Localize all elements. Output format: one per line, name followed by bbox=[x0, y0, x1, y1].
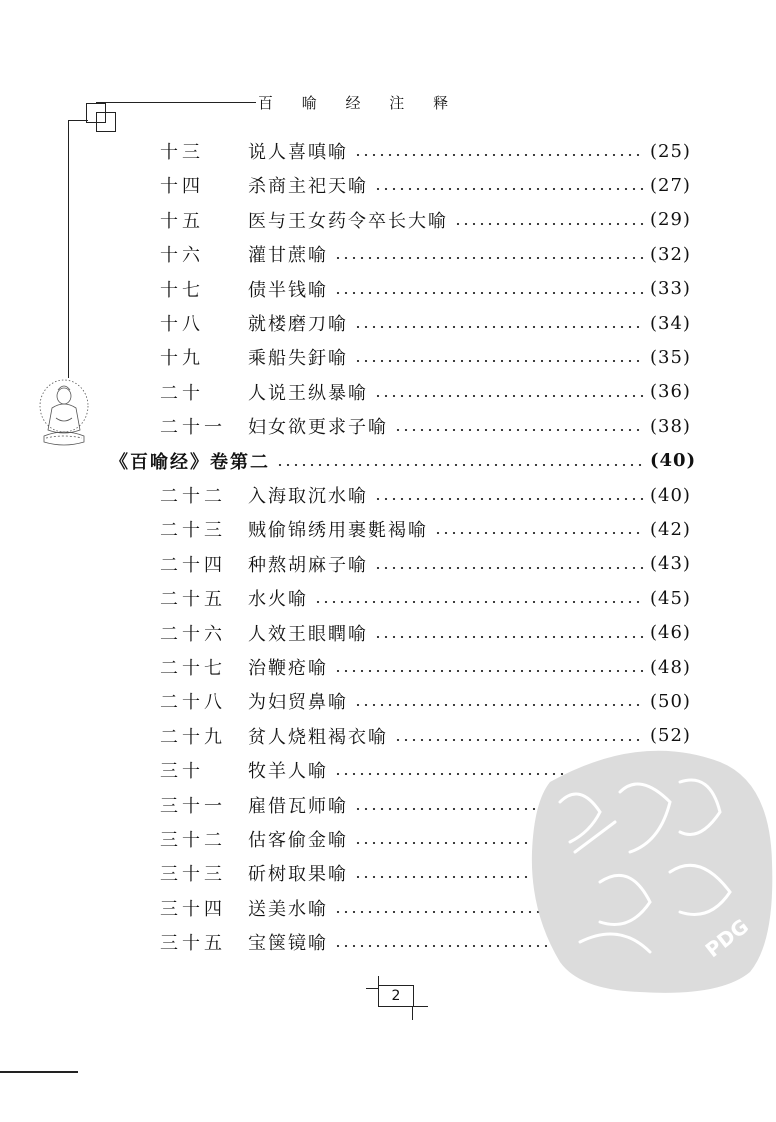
toc-dot-leader bbox=[334, 257, 644, 259]
toc-dot-leader bbox=[354, 360, 644, 362]
toc-entry-number: 二十三 bbox=[160, 520, 226, 542]
toc-dot-leader bbox=[374, 188, 644, 190]
toc-page-number: (29) bbox=[650, 209, 691, 231]
header-corner-box-outer bbox=[96, 112, 116, 132]
toc-entry-number: 二十八 bbox=[160, 692, 226, 714]
toc-entry-title: 种熬胡麻子喻 bbox=[248, 554, 368, 576]
toc-entry-number: 十三 bbox=[160, 142, 204, 163]
pdg-watermark-text: PDG bbox=[700, 913, 754, 963]
toc-entry-number: 三十一 bbox=[160, 795, 226, 817]
toc-page-number: (27) bbox=[650, 174, 691, 196]
toc-entry-number: 十九 bbox=[160, 348, 204, 370]
toc-page-number: (36) bbox=[650, 381, 691, 403]
toc-dot-leader bbox=[334, 292, 644, 294]
toc-entry-number: 二十四 bbox=[160, 554, 226, 576]
buddha-figure-illustration bbox=[36, 378, 92, 450]
toc-entry bbox=[160, 685, 700, 717]
toc-dot-leader bbox=[276, 464, 644, 466]
toc-entry-number: 十七 bbox=[160, 279, 204, 301]
toc-page-number: (38) bbox=[650, 415, 691, 437]
toc-dot-leader bbox=[374, 395, 644, 397]
toc-entry bbox=[160, 651, 700, 683]
toc-page-number: (32) bbox=[650, 243, 691, 265]
toc-entry-number: 十八 bbox=[160, 314, 204, 335]
toc-volume-heading bbox=[110, 445, 700, 477]
toc-entry-title: 就楼磨刀喻 bbox=[248, 314, 348, 335]
toc-dot-leader bbox=[434, 532, 644, 534]
toc-entry-title: 斫树取果喻 bbox=[248, 864, 348, 886]
toc-entry-number: 三十五 bbox=[160, 933, 226, 955]
toc-entry-number: 十六 bbox=[160, 245, 204, 267]
toc-entry-title: 说人喜嗔喻 bbox=[248, 142, 348, 163]
toc-entry-number: 二十一 bbox=[160, 417, 226, 439]
left-margin-rule bbox=[68, 120, 69, 378]
toc-entry bbox=[160, 204, 700, 236]
toc-entry bbox=[160, 273, 700, 305]
header-left-bracket-top bbox=[68, 120, 88, 121]
toc-entry-title: 治鞭疮喻 bbox=[248, 658, 328, 679]
toc-entry-title: 贼偷锦绣用裹氀褐喻 bbox=[248, 520, 428, 542]
toc-dot-leader bbox=[374, 636, 644, 638]
toc-page-number: (42) bbox=[650, 518, 691, 540]
toc-entry bbox=[160, 513, 700, 545]
toc-dot-leader bbox=[394, 429, 644, 431]
footer-rule bbox=[0, 1071, 78, 1073]
toc-page-number: (34) bbox=[650, 312, 691, 334]
toc-page-number: (52) bbox=[650, 725, 691, 747]
toc-dot-leader bbox=[394, 739, 644, 741]
toc-entry bbox=[160, 617, 700, 649]
toc-entry-number: 二十七 bbox=[160, 658, 226, 679]
toc-entry-number: 三十三 bbox=[160, 864, 226, 886]
toc-dot-leader bbox=[314, 601, 644, 603]
pdg-watermark bbox=[520, 742, 775, 1002]
toc-entry-number: 十四 bbox=[160, 176, 204, 198]
page-number-rule-right-vert bbox=[412, 1006, 413, 1020]
toc-entry bbox=[160, 376, 700, 408]
toc-entry-title: 牧羊人喻 bbox=[248, 761, 328, 783]
toc-entry-number: 二十 bbox=[160, 382, 204, 404]
toc-page-number: (25) bbox=[650, 140, 691, 162]
toc-dot-leader bbox=[374, 567, 644, 569]
page-number-rule-left bbox=[366, 988, 378, 989]
toc-entry-number: 二十二 bbox=[160, 486, 226, 507]
page-number: 2 bbox=[378, 985, 414, 1007]
toc-entry-title: 为妇贸鼻喻 bbox=[248, 692, 348, 714]
toc-entry-title: 乘船失釪喻 bbox=[248, 348, 348, 370]
toc-page-number: (48) bbox=[650, 656, 691, 678]
toc-page-number: (46) bbox=[650, 622, 691, 644]
toc-page-number: (45) bbox=[650, 587, 691, 609]
toc-entry bbox=[160, 238, 700, 270]
toc-entry bbox=[160, 410, 700, 442]
toc-entry-title: 杀商主祀天喻 bbox=[248, 176, 368, 198]
toc-page-number: (40) bbox=[650, 484, 691, 506]
toc-entry-number: 十五 bbox=[160, 210, 204, 232]
toc-entry-number: 二十六 bbox=[160, 623, 226, 645]
toc-page-number: (50) bbox=[650, 690, 691, 712]
toc-page-number: (43) bbox=[650, 553, 691, 575]
toc-entry-title: 灌甘蔗喻 bbox=[248, 245, 328, 267]
header-rule bbox=[96, 102, 256, 103]
toc-entry bbox=[160, 341, 700, 373]
toc-entry-title: 估客偷金喻 bbox=[248, 830, 348, 851]
toc-entry bbox=[160, 169, 700, 201]
toc-volume-title: 《百喻经》卷第二 bbox=[110, 451, 270, 473]
toc-entry-number: 三十 bbox=[160, 761, 204, 783]
toc-entry bbox=[160, 307, 700, 339]
toc-page-number: (33) bbox=[650, 278, 691, 300]
toc-page-number: (40) bbox=[650, 450, 697, 472]
toc-entry-title: 雇借瓦师喻 bbox=[248, 795, 348, 817]
toc-entry-number: 三十四 bbox=[160, 898, 226, 920]
toc-dot-leader bbox=[354, 704, 644, 706]
toc-entry-title: 入海取沉水喻 bbox=[248, 486, 368, 507]
toc-dot-leader bbox=[354, 326, 644, 328]
toc-dot-leader bbox=[354, 154, 644, 156]
toc-entry-title: 宝箧镜喻 bbox=[248, 933, 328, 955]
toc-entry-title: 人说王纵暴喻 bbox=[248, 382, 368, 404]
toc-entry-title: 妇女欲更求子喻 bbox=[248, 417, 388, 439]
toc-entry-title: 医与王女药令卒长大喻 bbox=[248, 210, 448, 232]
toc-dot-leader bbox=[454, 223, 644, 225]
toc-entry-title: 水火喻 bbox=[248, 589, 308, 611]
toc-entry bbox=[160, 582, 700, 614]
toc-entry-title: 人效王眼瞤喻 bbox=[248, 623, 368, 645]
toc-dot-leader bbox=[374, 498, 644, 500]
running-header-title: 百 喻 经 注 释 bbox=[258, 94, 461, 112]
toc-entry-title: 贫人烧粗褐衣喻 bbox=[248, 726, 388, 748]
toc-entry-number: 三十二 bbox=[160, 830, 226, 851]
toc-dot-leader bbox=[334, 670, 644, 672]
page-number-rule-right bbox=[412, 1006, 428, 1007]
toc-entry-title: 送美水喻 bbox=[248, 898, 328, 920]
toc-entry-title: 债半钱喻 bbox=[248, 279, 328, 301]
toc-entry bbox=[160, 548, 700, 580]
toc-entry-number: 二十五 bbox=[160, 589, 226, 611]
toc-entry bbox=[160, 135, 700, 167]
toc-page-number: (35) bbox=[650, 346, 691, 368]
toc-entry bbox=[160, 479, 700, 511]
toc-entry-number: 二十九 bbox=[160, 726, 226, 748]
